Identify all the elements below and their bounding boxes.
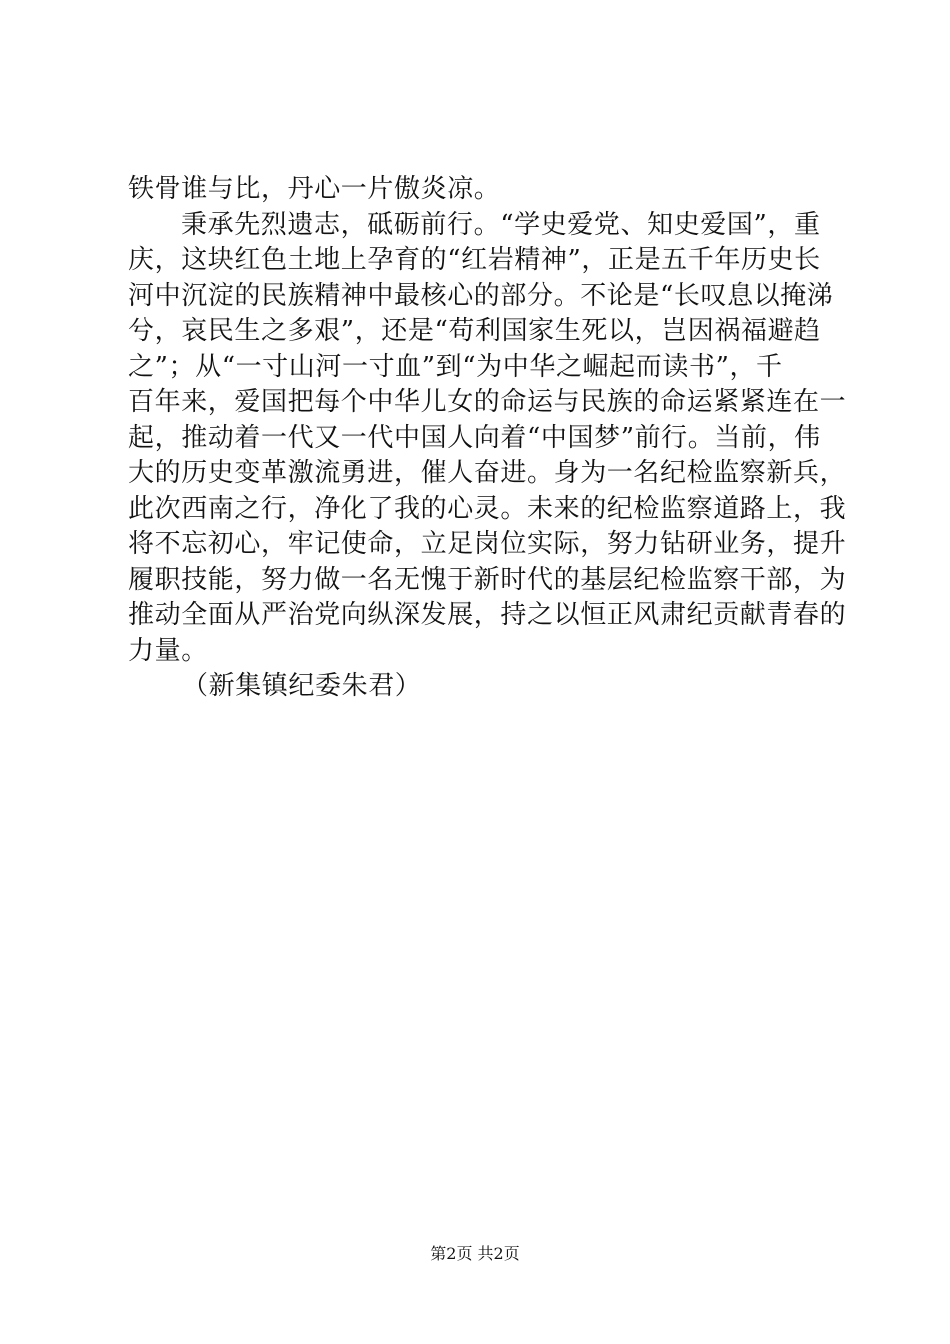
body-line: 推动全面从严治党向纵深发展，持之以恒正风肃纪贡献青春的 [128, 600, 847, 630]
body-line: 百年来，爱国把每个中华儿女的命运与民族的命运紧紧连在一 [128, 387, 847, 417]
body-line: 河中沉淀的民族精神中最核心的部分。不论是“长叹息以掩涕 [128, 280, 834, 311]
body-line: 将不忘初心，牢记使命，立足岗位实际，努力钻研业务，提升 [128, 529, 847, 559]
article-body [128, 172, 847, 705]
body-line: 庆，这块红色土地上孕育的“红岩精神”，正是五千年历史长 [128, 245, 821, 275]
page-number: 第2页 共2页 [430, 1244, 520, 1263]
body-line: 此次西南之行，净化了我的心灵。未来的纪检监察道路上，我 [128, 493, 847, 524]
body-line: 之”；从“一寸山河一寸血”到“为中华之崛起而读书”，千 [128, 351, 783, 382]
body-line: 履职技能，努力做一名无愧于新时代的基层纪检监察干部，为 [128, 564, 847, 595]
body-line: 大的历史变革激流勇进，催人奋进。身为一名纪检监察新兵， [128, 458, 847, 488]
paragraph-start-line: 秉承先烈遗志，砥砺前行。“学史爱党、知史爱国”，重 [181, 209, 821, 240]
body-line: 力量。 [128, 635, 208, 666]
body-line: 兮，哀民生之多艰”，还是“苟利国家生死以，岂因祸福避趋 [128, 316, 821, 346]
body-line: 铁骨谁与比，丹心一片傲炎凉。 [128, 174, 501, 204]
page-footer [0, 1244, 950, 1264]
body-line: 起，推动着一代又一代中国人向着“中国梦”前行。当前，伟 [128, 422, 821, 453]
author-signature: （新集镇纪委朱君） [182, 671, 422, 701]
